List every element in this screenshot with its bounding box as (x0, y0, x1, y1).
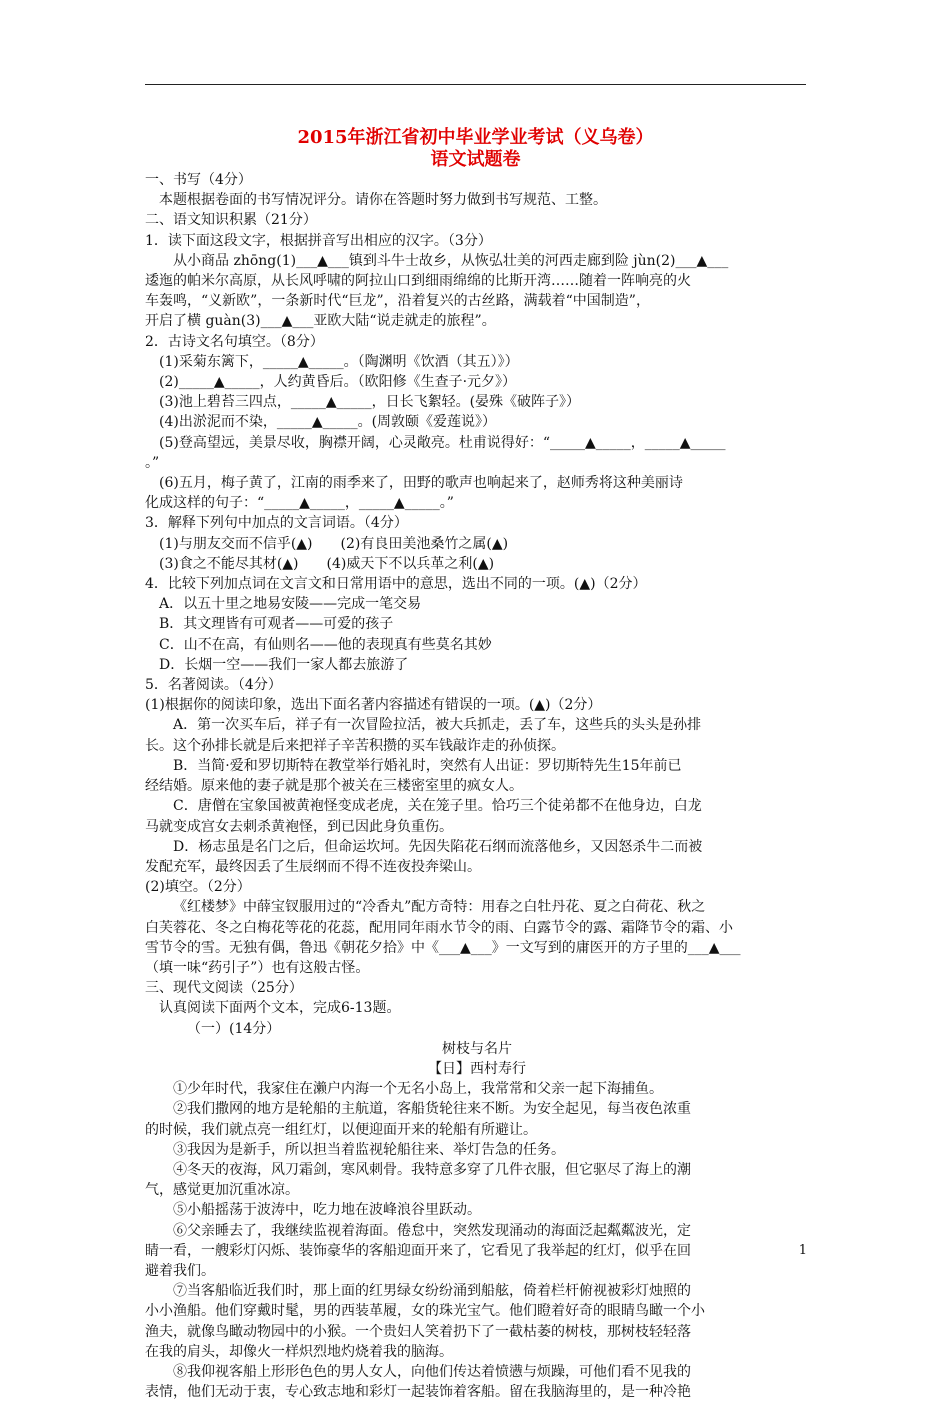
text-line: （填一味“药引子”）也有这般古怪。 (145, 959, 370, 976)
text-line: （一）(14分） (187, 1020, 281, 1037)
text-line: 树枝与名片 (442, 1040, 512, 1057)
text-line: 开启了横 guàn(3)___▲___亚欧大陆“说走就走的旅程”。 (145, 313, 496, 330)
text-line: B．其文理皆有可观者——可爱的孩子 (159, 616, 394, 633)
text-line: 2．古诗文名句填空。（8分） (145, 333, 324, 350)
text-line: 长。这个孙排长就是后来把祥子辛苦积攒的买车钱敲诈走的孙侦探。 (145, 737, 565, 754)
text-line: A．第一次买车后，祥子有一次冒险拉活，被大兵抓走，丢了车，这些兵的头头是孙排 (173, 717, 702, 734)
text-line: 的时候，我们就点亮一组红灯，以便迎面开来的轮船有所避让。 (145, 1121, 537, 1138)
text-line: 1．读下面这段文字，根据拼音写出相应的汉字。（3分） (145, 232, 492, 249)
text-line: 睛一看，一艘彩灯闪烁、装饰豪华的客船迎面开来了，它看见了我举起的红灯，似乎在回 (145, 1242, 691, 1259)
page-number: 1 (798, 1243, 807, 1258)
text-line: 一、书写（4分） (145, 172, 252, 188)
text-line: 三、现代文阅读（25分） (145, 980, 303, 997)
text-line: 。” (145, 454, 160, 471)
text-line: 雪节令的雪。无独有偶，鲁迅《朝花夕拾》中《___▲___》一文写到的庸医开的方子里的___▲___ (145, 939, 741, 956)
text-line: B．当简·爱和罗切斯特在教堂举行婚礼时，突然有人出证：罗切斯特先生15年前已 (173, 757, 682, 774)
text-line: 白芙蓉花、冬之白梅花等花的花蕊，配用同年雨水节令的雨、白露节令的露、霜降节令的霜、小 (145, 919, 733, 936)
text-line: (5)登高望远，美景尽收，胸襟开阔，心灵敞亮。杜甫说得好：“_____▲_____，_____▲_____ (159, 434, 726, 451)
text-line: ⑦当客船临近我们时，那上面的红男绿女纷纷涌到船舷，倚着栏杆俯视被彩灯烛照的 (173, 1283, 691, 1300)
text-line: 逶迤的帕米尔高原，从长风呼啸的阿拉山口到细雨绵绵的比斯开湾……随着一阵响亮的火 (145, 273, 691, 290)
text-line: (2)_____▲_____，人约黄昏后。（欧阳修《生查子·元夕》） (159, 374, 517, 391)
text-line: ⑤小船摇荡于波涛中，吃力地在波峰浪谷里跃动。 (173, 1202, 481, 1219)
text-line: 化成这样的句子：“_____▲_____，_____▲_____。” (145, 495, 454, 512)
text-line: 渔夫，就像鸟瞰动物园中的小猴。一个贵妇人笑着扔下了一截枯萎的树枝，那树枝轻轻落 (145, 1323, 691, 1340)
text-line: 表情，他们无动于衷，专心致志地和彩灯一起装饰着客船。留在我脑海里的，是一种冷艳 (145, 1384, 691, 1401)
text-line: D．杨志虽是名门之后，但命运坎坷。先因失陷花石纲而流落他乡，又因怒杀牛二而被 (173, 838, 703, 855)
text-line: 4．比较下列加点词在文言文和日常用语中的意思，选出不同的一项。(▲)（2分） (145, 576, 647, 593)
text-line: (4)出淤泥而不染，_____▲_____。(周敦颐《爱莲说》） (159, 414, 497, 431)
text-line: (3)池上碧苔三四点，_____▲_____，日长飞絮轻。(晏殊《破阵子》） (159, 394, 581, 411)
text-line: (3)食之不能尽其材(▲) (4)威天下不以兵革之利(▲) (159, 555, 495, 572)
exam-body (145, 170, 809, 1402)
text-line: (6)五月，梅子黄了，江南的雨季来了，田野的歌声也响起来了，赵师秀将这种美丽诗 (159, 475, 683, 492)
text-line: 5．名著阅读。（4分） (145, 677, 282, 694)
text-line: 马就变成宫女去刺杀黄袍怪，到已因此身负重伤。 (145, 818, 453, 835)
text-line: 在我的肩头，却像火一样炽烈地灼烧着我的脑海。 (145, 1343, 453, 1360)
text-line: (1)采菊东篱下，_____▲_____。（陶渊明《饮酒（其五）》） (159, 353, 519, 370)
text-line: 从小商品 zhōng(1)___▲___镇到斗牛士故乡，从恢弘壮美的河西走廊到险 jùn(2)___▲___ (173, 252, 729, 269)
text-line: 发配充军，最终因丢了生辰纲而不得不连夜投奔梁山。 (145, 858, 481, 875)
text-line: 避着我们。 (145, 1262, 215, 1279)
text-line: C．唐僧在宝象国被黄袍怪变成老虎，关在笼子里。恰巧三个徒弟都不在他身边，白龙 (173, 798, 702, 815)
text-line: 经结婚。原来他的妻子就是那个被关在三楼密室里的疯女人。 (145, 778, 523, 795)
text-line: (1)与朋友交而不信乎(▲) (2)有良田美池桑竹之属(▲) (159, 535, 509, 552)
text-line: (1)根据你的阅读印象，选出下面名著内容描述有错误的一项。(▲)（2分） (145, 697, 602, 714)
text-line: 气，感觉更加沉重冰凉。 (145, 1182, 299, 1199)
text-line: ③我因为是新手，所以担当着监视轮船往来、举灯告急的任务。 (173, 1141, 565, 1158)
text-line: (2)填空。（2分） (145, 879, 251, 896)
text-line: 认真阅读下面两个文本，完成6-13题。 (159, 1000, 401, 1017)
header-rule (145, 84, 806, 85)
text-line: 【日】西村寿行 (428, 1060, 526, 1077)
text-line: 二、语文知识积累（21分） (145, 212, 317, 229)
text-line: ②我们撒网的地方是轮船的主航道，客船货轮往来不断。为安全起见，每当夜色浓重 (173, 1101, 691, 1118)
text-line: 小小渔船。他们穿戴时髦，男的西装革履，女的珠光宝气。他们瞪着好奇的眼睛鸟瞰一个小 (145, 1303, 705, 1320)
text-line: 《红楼梦》中薛宝钗服用过的“冷香丸”配方奇特：用春之白牡丹花、夏之白荷花、秋之 (173, 899, 706, 916)
exam-subtitle: 语文试题卷 (430, 149, 521, 170)
exam-title: 2015年浙江省初中毕业学业考试（义乌卷） (297, 127, 654, 148)
text-line: ④冬天的夜海，风刀霜剑，寒风刺骨。我特意多穿了几件衣服，但它驱尽了海上的潮 (173, 1161, 691, 1178)
text-line: D．长烟一空——我们一家人都去旅游了 (159, 656, 409, 673)
text-line: 3．解释下列句中加点的文言词语。（4分） (145, 515, 408, 532)
text-line: ⑥父亲睡去了，我继续监视着海面。倦怠中，突然发现涌动的海面泛起粼粼波光，定 (173, 1222, 691, 1239)
text-line: A．以五十里之地易安陵——完成一笔交易 (159, 596, 422, 613)
text-line: 车轰鸣，“义新欧”，一条新时代“巨龙”，沿着复兴的古丝路，满载着“中国制造”， (145, 293, 650, 310)
text-line: ①少年时代，我家住在濑户内海一个无名小岛上，我常常和父亲一起下海捕鱼。 (173, 1081, 663, 1098)
text-line: 本题根据卷面的书写情况评分。请你在答题时努力做到书写规范、工整。 (159, 192, 607, 209)
text-line: ⑧我仰视客船上形形色色的男人女人，向他们传达着愤懑与烦躁，可他们看不见我的 (173, 1363, 691, 1380)
text-line: C．山不在高，有仙则名——他的表现真有些莫名其妙 (159, 636, 492, 653)
